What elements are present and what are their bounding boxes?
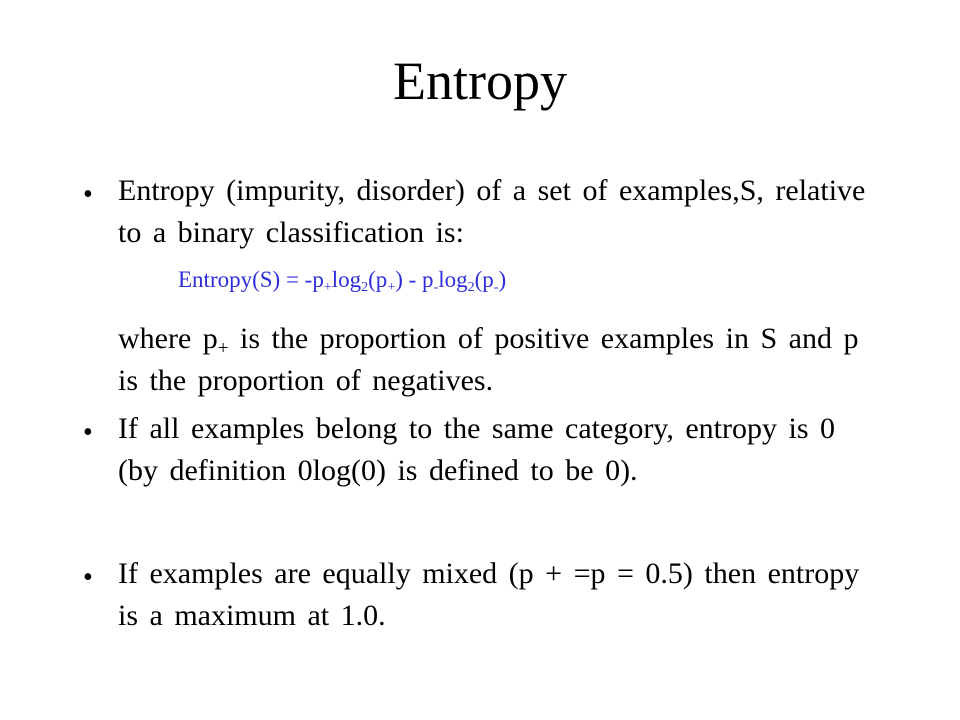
- formula-minus-p: ) - p: [395, 267, 434, 292]
- bullet-entropy-definition: Entropy (impurity, disorder) of a set of examples,S, relative to a binary classification is:: [118, 174, 866, 249]
- bullet-marker: •: [83, 417, 93, 448]
- bullet-same-category: If all examples belong to the same category, entropy is 0 (by definition 0log(0) is defined to be 0).: [118, 412, 836, 487]
- where-pre: where p: [118, 322, 218, 355]
- where-post: is the proportion of positive examples in S and p is the proportion of negatives.: [118, 322, 859, 397]
- formula-subscript-plus: +: [323, 280, 332, 295]
- formula-log: log: [438, 267, 468, 292]
- formula-subscript-minus: -: [433, 280, 439, 295]
- where-subscript-plus: +: [217, 338, 229, 359]
- formula-subscript-plus: +: [387, 280, 396, 295]
- slide-title: Entropy: [393, 51, 567, 111]
- formula-subscript-minus: -: [493, 280, 499, 295]
- formula-lhs: Entropy(S) = -p: [178, 267, 324, 292]
- formula-subscript-2: 2: [361, 280, 369, 295]
- formula-close: ): [498, 267, 507, 292]
- formula-p-open: (p: [474, 267, 494, 292]
- entropy-formula: [178, 265, 506, 295]
- formula-subscript-2: 2: [467, 280, 475, 295]
- bullet-marker: •: [83, 179, 93, 210]
- formula-log: log: [331, 267, 362, 292]
- bullet-marker: •: [83, 562, 93, 593]
- where-paragraph: [118, 318, 878, 402]
- bullet-equally-mixed: If examples are equally mixed (p + =p = 0.5) then entropy is a maximum at 1.0.: [118, 557, 860, 632]
- formula-p-open: (p: [368, 267, 388, 292]
